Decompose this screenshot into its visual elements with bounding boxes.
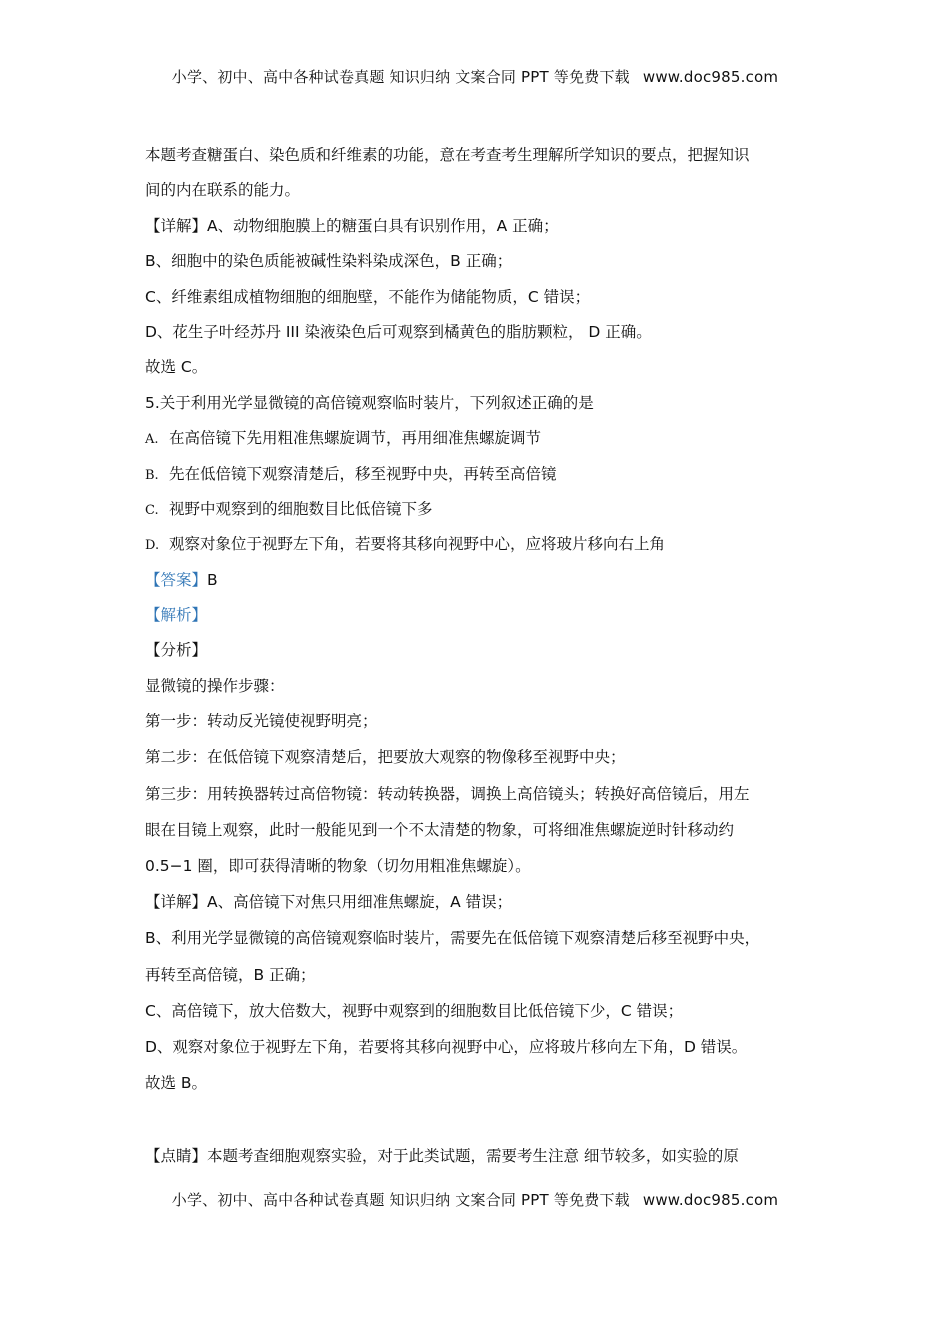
option-c-text: 视野中观察到的细胞数目比低倍镜下多 xyxy=(169,499,433,518)
prev-detail-c: C、纤维素组成植物细胞的细胞壁，不能作为储能物质，C 错误； xyxy=(145,287,591,306)
answer-line xyxy=(145,568,817,603)
comment-line: 【点睛】本题考查细胞观察实验，对于此类试题，需要考生注意 细节较多，如实验的原 xyxy=(145,1147,739,1166)
document-body xyxy=(145,143,817,1180)
option-c xyxy=(145,497,817,532)
solution-choice: 故选 B。 xyxy=(145,1074,208,1093)
prev-intro-line-2: 间的内在联系的能力。 xyxy=(145,181,301,200)
step-3-line-2: 眼在目镜上观察，此时一般能见到一个不太清楚的物象，可将细准焦螺旋逆时针移动约 xyxy=(145,820,735,839)
page-footer xyxy=(0,1189,950,1210)
solution-detail-d: D、观察对象位于视野左下角，若要将其移向视野中心，应将玻片移向左下角，D 错误。 xyxy=(145,1037,748,1056)
step-1: 第一步：转动反光镜使视野明亮； xyxy=(145,712,378,731)
option-a xyxy=(145,426,817,461)
analysis-head: 【分析】 xyxy=(145,641,208,660)
answer-value: B xyxy=(207,570,218,589)
footer-url[interactable]: www.doc985.com xyxy=(642,1191,779,1209)
solution-detail-c: C、高倍镜下，放大倍数大，视野中观察到的细胞数目比低倍镜下少，C 错误； xyxy=(145,1001,684,1020)
prev-detail-a: 【详解】A、动物细胞膜上的糖蛋白具有识别作用，A 正确； xyxy=(145,216,559,235)
solution-detail-b-line-1: B、利用光学显微镜的高倍镜观察临时装片，需要先在低倍镜下观察清楚后移至视野中央， xyxy=(145,929,761,948)
steps-title: 显微镜的操作步骤： xyxy=(145,676,285,695)
answer-tag: 【答案】 xyxy=(145,570,208,589)
prev-detail-b: B、细胞中的染色质能被碱性染料染成深色，B 正确； xyxy=(145,252,513,271)
header-text: 小学、初中、高中各种试卷真题 知识归纳 文案合同 PPT 等免费下载 xyxy=(171,68,630,86)
step-3-line-1: 第三步：用转换器转过高倍物镜：转动转换器，调换上高倍镜头；转换好高倍镜后，用左 xyxy=(145,784,750,803)
footer-text: 小学、初中、高中各种试卷真题 知识归纳 文案合同 PPT 等免费下载 xyxy=(171,1191,630,1209)
step-3-line-3: 0.5−1 圈，即可获得清晰的物象（切勿用粗准焦螺旋）。 xyxy=(145,857,531,875)
step-2: 第二步：在低倍镜下观察清楚后，把要放大观察的物像移至视野中央； xyxy=(145,748,626,767)
option-b-letter: B. xyxy=(145,467,159,483)
prev-intro-line-1: 本题考查糖蛋白、染色质和纤维素的功能，意在考查考生理解所学知识的要点，把握知识 xyxy=(145,146,750,164)
option-a-letter: A. xyxy=(145,432,159,448)
analysis-tag: 【解析】 xyxy=(145,606,208,625)
prev-detail-d: D、花生子叶经苏丹 III 染液染色后可观察到橘黄色的脂肪颗粒， D 正确。 xyxy=(145,322,652,341)
option-d-text: 观察对象位于视野左下角，若要将其移向视野中心，应将玻片移向右上角 xyxy=(169,535,666,554)
option-b xyxy=(145,462,817,497)
solution-detail-a: 【详解】A、高倍镜下对焦只用细准焦螺旋，A 错误； xyxy=(145,893,513,912)
solution-detail-b-line-2: 再转至高倍镜，B 正确； xyxy=(145,965,316,984)
option-c-letter: C. xyxy=(145,502,159,518)
option-a-text: 在高倍镜下先用粗准焦螺旋调节，再用细准焦螺旋调节 xyxy=(169,429,542,448)
question-stem: 5.关于利用光学显微镜的高倍镜观察临时装片，下列叙述正确的是 xyxy=(145,393,594,412)
option-d xyxy=(145,532,817,567)
header-url[interactable]: www.doc985.com xyxy=(642,68,779,86)
option-d-letter: D. xyxy=(145,538,160,554)
page-header xyxy=(0,66,950,87)
option-b-text: 先在低倍镜下观察清楚后，移至视野中央，再转至高倍镜 xyxy=(169,464,557,483)
prev-choice: 故选 C。 xyxy=(145,358,208,377)
